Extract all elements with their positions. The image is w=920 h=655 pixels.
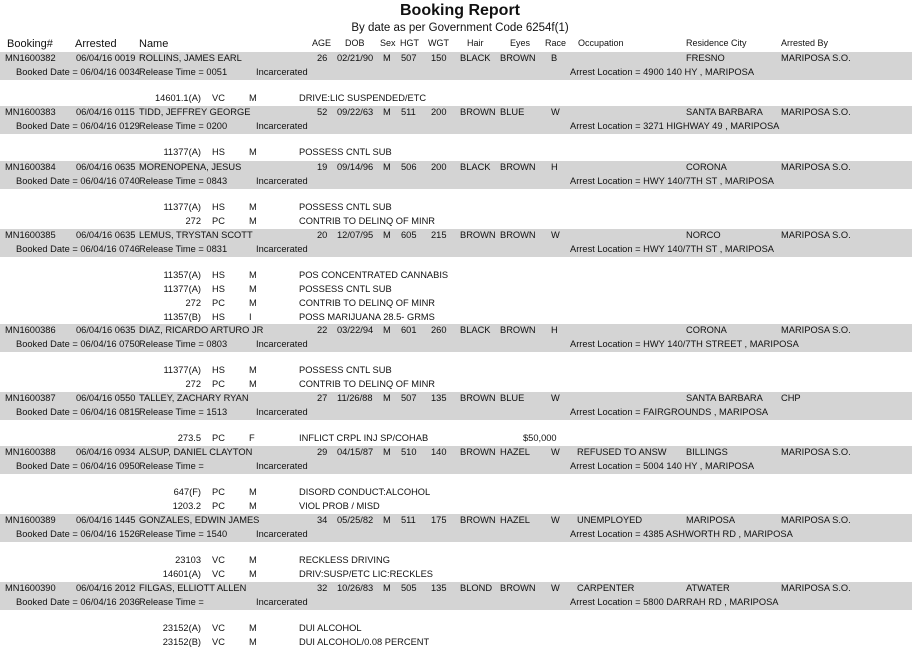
charge-line bbox=[0, 146, 920, 158]
charge-description: DRIVE:LIC SUSPENDED/ETC bbox=[299, 93, 427, 103]
cell-hgt: 506 bbox=[401, 162, 417, 172]
charge-code: 11377(A) bbox=[163, 147, 201, 157]
cell-eyes: BROWN bbox=[500, 325, 536, 335]
cell-arrested: 06/04/16 1445 bbox=[76, 515, 136, 525]
report-subtitle: By date as per Government Code 6254f(1) bbox=[351, 22, 569, 34]
cell-wgt: 215 bbox=[431, 230, 447, 240]
charge-code: 11357(B) bbox=[163, 312, 201, 322]
bail-amount: $50,000 bbox=[523, 433, 557, 443]
cell-wgt: 150 bbox=[431, 53, 447, 63]
booked-date: Booked Date = 06/04/16 0129 bbox=[16, 121, 140, 131]
custody-status: Incarcerated bbox=[256, 176, 308, 186]
charge-line bbox=[0, 311, 920, 323]
cell-hair: BROWN bbox=[460, 393, 496, 403]
record-booking-line bbox=[0, 528, 920, 540]
cell-hair: BLACK bbox=[460, 162, 491, 172]
record-booking-line bbox=[0, 460, 920, 472]
booked-date: Booked Date = 06/04/16 0950 bbox=[16, 461, 140, 471]
cell-name: TIDD, JEFFREY GEORGE bbox=[139, 107, 251, 117]
charge-type: VC bbox=[212, 93, 225, 103]
cell-city: NORCO bbox=[686, 230, 721, 240]
cell-booking: MN1600386 bbox=[5, 325, 56, 335]
cell-booking: MN1600387 bbox=[5, 393, 56, 403]
release-time: Release Time = 0051 bbox=[139, 67, 228, 77]
arrest-location: Arrest Location = 5004 140 HY , MARIPOSA bbox=[570, 461, 755, 471]
cell-booking: MN1600390 bbox=[5, 583, 56, 593]
charge-type: HS bbox=[212, 312, 225, 322]
column-header-row bbox=[0, 37, 920, 51]
record-main-line bbox=[0, 106, 920, 118]
cell-name: ROLLINS, JAMES EARL bbox=[139, 53, 242, 63]
cell-age: 29 bbox=[317, 447, 328, 457]
record-main-line bbox=[0, 229, 920, 241]
charge-level: M bbox=[249, 501, 257, 511]
charge-description: POSSESS CNTL SUB bbox=[299, 365, 392, 375]
custody-status: Incarcerated bbox=[256, 244, 308, 254]
cell-hgt: 507 bbox=[401, 53, 417, 63]
charge-type: VC bbox=[212, 637, 225, 647]
charge-code: 272 bbox=[185, 216, 201, 226]
record-booking-line bbox=[0, 338, 920, 350]
record-booking-line bbox=[0, 243, 920, 255]
charge-line bbox=[0, 568, 920, 580]
cell-occupation: CARPENTER bbox=[577, 583, 635, 593]
report-title: Booking Report bbox=[400, 2, 520, 19]
cell-sex: M bbox=[383, 230, 391, 240]
cell-city: CORONA bbox=[686, 162, 727, 172]
cell-dob: 02/21/90 bbox=[337, 53, 374, 63]
charge-line bbox=[0, 636, 920, 648]
booked-date: Booked Date = 06/04/16 0740 bbox=[16, 176, 140, 186]
cell-by: CHP bbox=[781, 393, 801, 403]
charge-code: 14601(A) bbox=[162, 569, 201, 579]
cell-wgt: 260 bbox=[431, 325, 447, 335]
cell-sex: M bbox=[383, 447, 391, 457]
cell-hair: BROWN bbox=[460, 230, 496, 240]
cell-booking: MN1600382 bbox=[5, 53, 56, 63]
custody-status: Incarcerated bbox=[256, 461, 308, 471]
cell-age: 19 bbox=[317, 162, 328, 172]
cell-booking: MN1600389 bbox=[5, 515, 56, 525]
cell-dob: 05/25/82 bbox=[337, 515, 374, 525]
cell-wgt: 175 bbox=[431, 515, 447, 525]
charge-level: M bbox=[249, 569, 257, 579]
cell-name: DIAZ, RICARDO ARTURO JR bbox=[139, 325, 264, 335]
cell-eyes: BROWN bbox=[500, 230, 536, 240]
custody-status: Incarcerated bbox=[256, 339, 308, 349]
charge-type: PC bbox=[212, 298, 225, 308]
cell-arrested: 06/04/16 0635 bbox=[76, 230, 136, 240]
charge-line bbox=[0, 92, 920, 104]
charge-line bbox=[0, 283, 920, 295]
cell-booking: MN1600385 bbox=[5, 230, 56, 240]
cell-race: B bbox=[551, 53, 558, 63]
cell-sex: M bbox=[383, 107, 391, 117]
cell-eyes: BLUE bbox=[500, 107, 525, 117]
cell-sex: M bbox=[383, 393, 391, 403]
booked-date: Booked Date = 06/04/16 2036 bbox=[16, 597, 140, 607]
charge-type: VC bbox=[212, 623, 225, 633]
cell-race: H bbox=[551, 325, 558, 335]
cell-dob: 12/07/95 bbox=[337, 230, 374, 240]
cell-arrested: 06/04/16 0115 bbox=[76, 107, 135, 117]
arrest-location: Arrest Location = 4385 ASHWORTH RD , MARIPOSA bbox=[570, 529, 793, 539]
cell-hair: BLOND bbox=[460, 583, 493, 593]
release-time: Release Time = 1513 bbox=[139, 407, 228, 417]
cell-city: FRESNO bbox=[686, 53, 725, 63]
charge-code: 11357(A) bbox=[163, 270, 201, 280]
col-eyes: Eyes bbox=[510, 38, 531, 48]
charge-description: DISORD CONDUCT:ALCOHOL bbox=[299, 487, 431, 497]
cell-arrested: 06/04/16 0635 bbox=[76, 162, 136, 172]
booked-date: Booked Date = 06/04/16 0815 bbox=[16, 407, 140, 417]
booked-date: Booked Date = 06/04/16 0750 bbox=[16, 339, 140, 349]
record-main-line bbox=[0, 582, 920, 594]
record-booking-line bbox=[0, 120, 920, 132]
record-main-line bbox=[0, 52, 920, 64]
cell-dob: 09/14/96 bbox=[337, 162, 374, 172]
charge-code: 11377(A) bbox=[163, 284, 201, 294]
charge-description: CONTRIB TO DELINQ OF MINR bbox=[299, 216, 436, 226]
cell-city: CORONA bbox=[686, 325, 727, 335]
charge-description: INFLICT CRPL INJ SP/COHAB bbox=[299, 433, 429, 443]
charge-level: M bbox=[249, 284, 257, 294]
cell-booking: MN1600388 bbox=[5, 447, 56, 457]
charge-code: 273.5 bbox=[177, 433, 201, 443]
record-main-line bbox=[0, 446, 920, 458]
cell-hair: BROWN bbox=[460, 447, 496, 457]
cell-hgt: 510 bbox=[401, 447, 417, 457]
cell-age: 34 bbox=[317, 515, 328, 525]
cell-name: ALSUP, DANIEL CLAYTON bbox=[139, 447, 253, 457]
col-hgt: HGT bbox=[400, 38, 419, 48]
charge-description: POSSESS CNTL SUB bbox=[299, 284, 392, 294]
arrest-location: Arrest Location = 4900 140 HY , MARIPOSA bbox=[570, 67, 755, 77]
cell-dob: 04/15/87 bbox=[337, 447, 374, 457]
cell-hgt: 605 bbox=[401, 230, 417, 240]
charge-line bbox=[0, 201, 920, 213]
cell-eyes: BLUE bbox=[500, 393, 525, 403]
record-main-line bbox=[0, 324, 920, 336]
cell-city: BILLINGS bbox=[686, 447, 728, 457]
arrest-location: Arrest Location = HWY 140/7TH STREET , MARIPOSA bbox=[570, 339, 799, 349]
cell-sex: M bbox=[383, 325, 391, 335]
cell-eyes: BROWN bbox=[500, 53, 536, 63]
cell-hair: BLACK bbox=[460, 325, 491, 335]
cell-hgt: 511 bbox=[401, 107, 416, 117]
charge-code: 14601.1(A) bbox=[155, 93, 201, 103]
custody-status: Incarcerated bbox=[256, 597, 308, 607]
charge-level: M bbox=[249, 270, 257, 280]
cell-name: LEMUS, TRYSTAN SCOTT bbox=[139, 230, 253, 240]
arrest-location: Arrest Location = HWY 140/7TH ST , MARIPOSA bbox=[570, 176, 775, 186]
charge-code: 11377(A) bbox=[163, 365, 201, 375]
cell-arrested: 06/04/16 0019 bbox=[76, 53, 136, 63]
charge-level: M bbox=[249, 487, 257, 497]
cell-city: ATWATER bbox=[686, 583, 730, 593]
charge-code: 23103 bbox=[175, 555, 201, 565]
col-race: Race bbox=[545, 38, 567, 48]
cell-name: TALLEY, ZACHARY RYAN bbox=[139, 393, 249, 403]
record-booking-line bbox=[0, 66, 920, 78]
cell-by: MARIPOSA S.O. bbox=[781, 583, 851, 593]
cell-age: 27 bbox=[317, 393, 328, 403]
charge-code: 1203.2 bbox=[172, 501, 201, 511]
charge-type: VC bbox=[212, 569, 225, 579]
col-hair: Hair bbox=[467, 38, 484, 48]
record-booking-line bbox=[0, 596, 920, 608]
charge-type: HS bbox=[212, 270, 225, 280]
cell-booking: MN1600384 bbox=[5, 162, 56, 172]
cell-by: MARIPOSA S.O. bbox=[781, 230, 851, 240]
cell-sex: M bbox=[383, 162, 391, 172]
charge-line bbox=[0, 297, 920, 309]
charge-type: PC bbox=[212, 216, 225, 226]
col-arrested-by: Arrested By bbox=[781, 38, 829, 48]
cell-age: 32 bbox=[317, 583, 328, 593]
charge-type: PC bbox=[212, 487, 225, 497]
cell-hair: BROWN bbox=[460, 107, 496, 117]
cell-race: W bbox=[551, 447, 560, 457]
charge-level: M bbox=[249, 555, 257, 565]
charge-code: 11377(A) bbox=[163, 202, 201, 212]
release-time: Release Time = bbox=[139, 597, 204, 607]
record-main-line bbox=[0, 514, 920, 526]
release-time: Release Time = 1540 bbox=[139, 529, 228, 539]
charge-level: M bbox=[249, 147, 257, 157]
col-residence-city: Residence City bbox=[686, 38, 747, 48]
cell-name: GONZALES, EDWIN JAMES bbox=[139, 515, 260, 525]
charge-level: F bbox=[249, 433, 255, 443]
cell-dob: 11/26/88 bbox=[337, 393, 373, 403]
arrest-location: Arrest Location = FAIRGROUNDS , MARIPOSA bbox=[570, 407, 769, 417]
cell-by: MARIPOSA S.O. bbox=[781, 447, 851, 457]
col-age: AGE bbox=[312, 38, 332, 48]
arrest-location: Arrest Location = HWY 140/7TH ST , MARIPOSA bbox=[570, 244, 775, 254]
cell-race: H bbox=[551, 162, 558, 172]
cell-hair: BLACK bbox=[460, 53, 491, 63]
charge-type: HS bbox=[212, 147, 225, 157]
charge-description: DUI ALCOHOL/0.08 PERCENT bbox=[299, 637, 430, 647]
charge-level: M bbox=[249, 379, 257, 389]
cell-race: W bbox=[551, 107, 560, 117]
cell-wgt: 135 bbox=[431, 393, 447, 403]
charge-code: 647(F) bbox=[173, 487, 201, 497]
cell-arrested: 06/04/16 0635 bbox=[76, 325, 136, 335]
cell-arrested: 06/04/16 0934 bbox=[76, 447, 136, 457]
release-time: Release Time = bbox=[139, 461, 204, 471]
cell-wgt: 200 bbox=[431, 162, 447, 172]
charge-description: DUI ALCOHOL bbox=[299, 623, 362, 633]
custody-status: Incarcerated bbox=[256, 407, 308, 417]
cell-eyes: HAZEL bbox=[500, 515, 530, 525]
cell-race: W bbox=[551, 515, 560, 525]
charge-code: 23152(B) bbox=[162, 637, 201, 647]
charge-type: HS bbox=[212, 365, 225, 375]
charge-type: PC bbox=[212, 501, 225, 511]
charge-line bbox=[0, 554, 920, 566]
cell-arrested: 06/04/16 2012 bbox=[76, 583, 136, 593]
record-main-line bbox=[0, 392, 920, 404]
charge-level: M bbox=[249, 93, 257, 103]
charge-line bbox=[0, 432, 920, 444]
cell-by: MARIPOSA S.O. bbox=[781, 515, 851, 525]
charge-level: M bbox=[249, 637, 257, 647]
col-sex: Sex bbox=[380, 38, 396, 48]
release-time: Release Time = 0200 bbox=[139, 121, 228, 131]
charge-level: M bbox=[249, 202, 257, 212]
charge-line bbox=[0, 500, 920, 512]
charge-description: DRIV:SUSP/ETC LIC:RECKLES bbox=[299, 569, 433, 579]
charge-type: PC bbox=[212, 379, 225, 389]
cell-race: W bbox=[551, 583, 560, 593]
charge-line bbox=[0, 486, 920, 498]
charge-line bbox=[0, 269, 920, 281]
charge-type: VC bbox=[212, 555, 225, 565]
cell-hgt: 505 bbox=[401, 583, 417, 593]
custody-status: Incarcerated bbox=[256, 529, 308, 539]
charge-description: CONTRIB TO DELINQ OF MINR bbox=[299, 379, 436, 389]
cell-eyes: HAZEL bbox=[500, 447, 530, 457]
charge-description: POSSESS CNTL SUB bbox=[299, 147, 392, 157]
charge-description: POSS MARIJUANA 28.5- GRMS bbox=[299, 312, 435, 322]
cell-wgt: 140 bbox=[431, 447, 447, 457]
charge-description: POSSESS CNTL SUB bbox=[299, 202, 392, 212]
col-occupation: Occupation bbox=[578, 38, 624, 48]
booked-date: Booked Date = 06/04/16 0746 bbox=[16, 244, 140, 254]
cell-sex: M bbox=[383, 583, 391, 593]
cell-age: 52 bbox=[317, 107, 328, 117]
cell-dob: 10/26/83 bbox=[337, 583, 374, 593]
cell-city: SANTA BARBARA bbox=[686, 107, 763, 117]
charge-line bbox=[0, 215, 920, 227]
charge-level: I bbox=[249, 312, 252, 322]
custody-status: Incarcerated bbox=[256, 67, 308, 77]
release-time: Release Time = 0843 bbox=[139, 176, 228, 186]
release-time: Release Time = 0803 bbox=[139, 339, 228, 349]
charge-level: M bbox=[249, 623, 257, 633]
cell-occupation: REFUSED TO ANSW bbox=[577, 447, 667, 457]
charge-code: 272 bbox=[185, 298, 201, 308]
charge-level: M bbox=[249, 298, 257, 308]
charge-code: 272 bbox=[185, 379, 201, 389]
cell-wgt: 200 bbox=[431, 107, 447, 117]
charge-type: HS bbox=[212, 284, 225, 294]
cell-by: MARIPOSA S.O. bbox=[781, 107, 851, 117]
charge-type: PC bbox=[212, 433, 225, 443]
record-booking-line bbox=[0, 406, 920, 418]
col-name: Name bbox=[139, 38, 169, 50]
cell-city: MARIPOSA bbox=[686, 515, 736, 525]
cell-hair: BROWN bbox=[460, 515, 496, 525]
cell-occupation: UNEMPLOYED bbox=[577, 515, 643, 525]
cell-age: 20 bbox=[317, 230, 328, 240]
cell-name: FILGAS, ELLIOTT ALLEN bbox=[139, 583, 247, 593]
cell-dob: 03/22/94 bbox=[337, 325, 374, 335]
booked-date: Booked Date = 06/04/16 0034 bbox=[16, 67, 140, 77]
charge-level: M bbox=[249, 365, 257, 375]
col-arrested: Arrested bbox=[75, 38, 117, 50]
cell-name: MORENOPENA, JESUS bbox=[139, 162, 242, 172]
charge-description: RECKLESS DRIVING bbox=[299, 555, 390, 565]
col-wgt: WGT bbox=[428, 38, 449, 48]
custody-status: Incarcerated bbox=[256, 121, 308, 131]
cell-eyes: BROWN bbox=[500, 162, 536, 172]
charge-level: M bbox=[249, 216, 257, 226]
cell-arrested: 06/04/16 0550 bbox=[76, 393, 136, 403]
charge-code: 23152(A) bbox=[162, 623, 201, 633]
cell-wgt: 135 bbox=[431, 583, 447, 593]
cell-eyes: BROWN bbox=[500, 583, 536, 593]
charge-line bbox=[0, 378, 920, 390]
arrest-location: Arrest Location = 3271 HIGHWAY 49 , MARIPOSA bbox=[570, 121, 780, 131]
cell-age: 26 bbox=[317, 53, 328, 63]
release-time: Release Time = 0831 bbox=[139, 244, 228, 254]
record-booking-line bbox=[0, 175, 920, 187]
charge-description: VIOL PROB / MISD bbox=[299, 501, 380, 511]
col-dob: DOB bbox=[345, 38, 365, 48]
cell-race: W bbox=[551, 393, 560, 403]
cell-sex: M bbox=[383, 515, 391, 525]
cell-hgt: 511 bbox=[401, 515, 416, 525]
charge-type: HS bbox=[212, 202, 225, 212]
cell-sex: M bbox=[383, 53, 391, 63]
cell-by: MARIPOSA S.O. bbox=[781, 162, 851, 172]
cell-by: MARIPOSA S.O. bbox=[781, 325, 851, 335]
charge-line bbox=[0, 364, 920, 376]
cell-race: W bbox=[551, 230, 560, 240]
cell-city: SANTA BARBARA bbox=[686, 393, 763, 403]
cell-booking: MN1600383 bbox=[5, 107, 56, 117]
cell-hgt: 507 bbox=[401, 393, 417, 403]
charge-line bbox=[0, 622, 920, 634]
arrest-location: Arrest Location = 5800 DARRAH RD , MARIPOSA bbox=[570, 597, 779, 607]
cell-by: MARIPOSA S.O. bbox=[781, 53, 851, 63]
charge-description: POS CONCENTRATED CANNABIS bbox=[299, 270, 449, 280]
charge-description: CONTRIB TO DELINQ OF MINR bbox=[299, 298, 436, 308]
cell-age: 22 bbox=[317, 325, 328, 335]
record-main-line bbox=[0, 161, 920, 173]
cell-hgt: 601 bbox=[401, 325, 417, 335]
booked-date: Booked Date = 06/04/16 1526 bbox=[16, 529, 140, 539]
col-booking: Booking# bbox=[7, 38, 53, 50]
cell-dob: 09/22/63 bbox=[337, 107, 374, 117]
